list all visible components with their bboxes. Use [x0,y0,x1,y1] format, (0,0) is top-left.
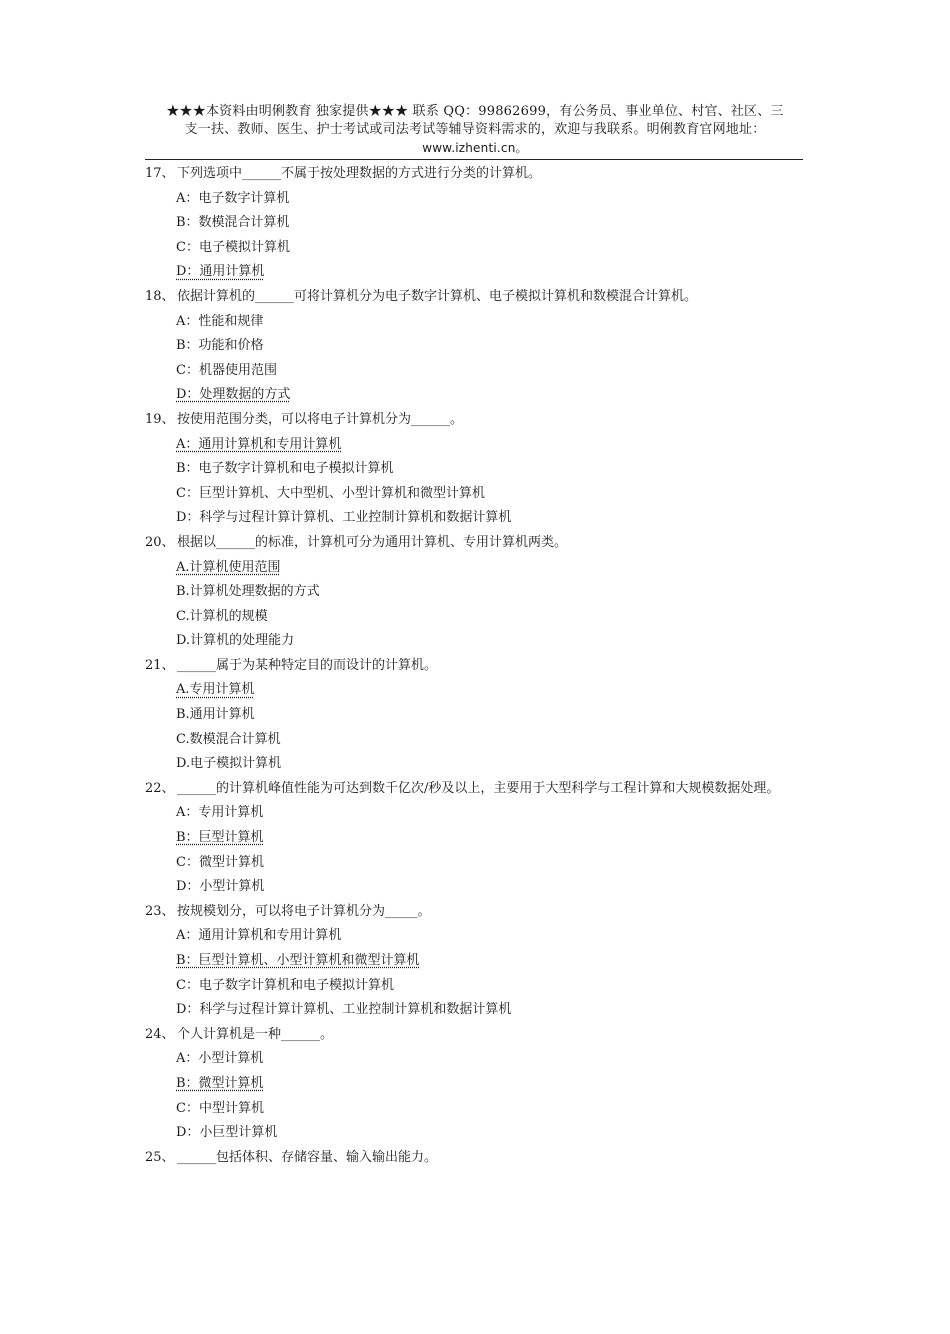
question-stem [145,162,805,187]
answer-option [176,949,805,974]
option-text: A：小型计算机 [176,1051,264,1067]
question-block [145,408,805,531]
option-text: C：电子模拟计算机 [176,239,290,255]
answer-option-text: D：通用计算机 [176,264,265,280]
question-number: 22、 [145,780,175,796]
answer-option [176,433,805,458]
option-text: C：电子数字计算机和电子模拟计算机 [176,977,394,993]
option [176,728,805,753]
option-text: C.数模混合计算机 [176,731,281,747]
question-text: ______属于为某种特定目的而设计的计算机。 [177,657,438,673]
option [176,752,805,777]
option-text: C：中型计算机 [176,1100,264,1116]
answer-option-text: B：微型计算机 [176,1075,264,1091]
question-block [145,531,805,654]
answer-option [176,556,805,581]
question-stem [145,1023,805,1048]
question-stem [145,654,805,679]
option [176,851,805,876]
question-number: 20、 [145,534,175,550]
question-block [145,1146,805,1171]
question-text: 下列选项中______不属于按处理数据的方式进行分类的计算机。 [177,166,542,181]
option [176,875,805,900]
question-text: ______包括体积、存储容量、输入输出能力。 [177,1149,438,1165]
option [176,359,805,384]
header-line-1: ★★★本资料由明俐教育 独家提供★★★ 联系 QQ：99862699，有公务员、事业单位、村官、社区、三 [166,104,784,119]
question-block [145,900,805,1023]
question-number: 24、 [145,1026,175,1042]
question-number: 19、 [145,411,175,427]
option [176,629,805,654]
question-block [145,285,805,408]
header-url[interactable]: www.izhenti.cn。 [422,141,528,155]
option-text: C：巨型计算机、大中型机、小型计算机和微型计算机 [176,485,485,501]
option-text: C：微型计算机 [176,854,264,870]
option [176,605,805,630]
question-number: 18、 [145,288,175,304]
option-text: A：专用计算机 [176,805,264,821]
option-text: A：电子数字计算机 [176,190,290,206]
option-text: D.计算机的处理能力 [176,633,295,649]
option [176,801,805,826]
question-number: 23、 [145,903,175,919]
option [176,998,805,1023]
question-block [145,1023,805,1146]
answer-option-text: A.专用计算机 [176,682,255,698]
page-header [145,103,805,157]
answer-option [176,826,805,851]
answer-option-text: B：巨型计算机 [176,830,264,846]
option-text: A：性能和规律 [176,313,264,329]
answer-option [176,1072,805,1097]
question-stem [145,900,805,925]
question-text: 个人计算机是一种______。 [177,1026,334,1042]
question-text: 根据以______的标准，计算机可分为通用计算机、专用计算机两类。 [177,534,568,550]
question-stem [145,408,805,433]
option-text: B.计算机处理数据的方式 [176,584,320,600]
answer-option [176,678,805,703]
question-text: 按使用范围分类，可以将电子计算机分为______。 [177,411,464,427]
option-text: B：数模混合计算机 [176,215,290,231]
header-line-2: 支一扶、教师、医生、护士考试或司法考试等辅导资料需求的，欢迎与我联系。明俐教育官网地址： [184,122,766,137]
option [176,1097,805,1122]
question-stem [145,777,805,802]
question-block [145,777,805,900]
option [176,1121,805,1146]
question-number: 21、 [145,657,175,673]
option [176,703,805,728]
option [176,924,805,949]
option-text: D.电子模拟计算机 [176,756,282,772]
option-text: C.计算机的规模 [176,608,268,624]
option-text: B.通用计算机 [176,707,255,723]
answer-option-text: A：通用计算机和专用计算机 [176,436,342,452]
option-text: D：科学与过程计算计算机、工业控制计算机和数据计算机 [176,1002,512,1018]
question-block [145,654,805,777]
answer-option-text: B：巨型计算机、小型计算机和微型计算机 [176,953,420,968]
question-stem [145,285,805,310]
option [176,211,805,236]
question-number: 25、 [145,1149,175,1165]
question-block [145,162,805,285]
answer-option-text: D：处理数据的方式 [176,387,291,403]
option [176,187,805,212]
option-text: A：通用计算机和专用计算机 [176,928,342,944]
option [176,334,805,359]
option-text: B：电子数字计算机和电子模拟计算机 [176,461,394,477]
option [176,457,805,482]
option [176,310,805,335]
option [176,482,805,507]
option [176,506,805,531]
question-text: 依据计算机的______可将计算机分为电子数字计算机、电子模拟计算机和数模混合计算机。 [177,288,698,304]
option-text: C：机器使用范围 [176,362,277,378]
answer-option [176,260,805,285]
option-text: D：科学与过程计算计算机、工业控制计算机和数据计算机 [176,510,512,526]
answer-option [176,383,805,408]
option [176,1047,805,1072]
question-number: 17、 [145,166,175,181]
question-list [145,162,805,1170]
option [176,580,805,605]
question-text: 按规模划分，可以将电子计算机分为_____。 [177,903,431,919]
question-stem [145,1146,805,1171]
option-text: B：功能和价格 [176,338,264,354]
header-divider [145,159,803,160]
question-stem [145,531,805,556]
question-text: ______的计算机峰值性能为可达到数千亿次/秒及以上，主要用于大型科学与工程计算和大规模数据处理。 [177,780,780,796]
option-text: D：小巨型计算机 [176,1125,278,1141]
option-text: D：小型计算机 [176,879,265,895]
option [176,236,805,261]
answer-option-text: A.计算机使用范围 [176,559,281,575]
option [176,974,805,999]
